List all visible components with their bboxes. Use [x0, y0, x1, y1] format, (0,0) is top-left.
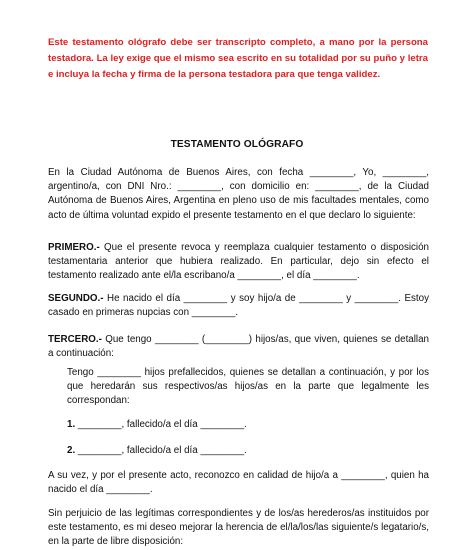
red-notice-text: Este testamento ológrafo debe ser transcripto completo, a mano por la persona testadora. La ley exige que el mismo sea escrito en su totalidad por su puño y letra e incluya la fecha y firma de la persona testadora para que tenga validez.	[48, 37, 428, 80]
clause-segundo	[48, 292, 429, 320]
deceased-child-text-1: ________, fallecido/a el día ________.	[75, 419, 247, 430]
clause-primero-text: Que el presente revoca y reemplaza cualquier testamento o disposición testamentaria anterior que hubiera realizado. En particular, dejo sin efecto el testamento realizado ante el/la escribano/a ________, el día ________.	[48, 242, 429, 282]
clause-tercero	[48, 333, 429, 361]
clause-primero	[48, 241, 429, 284]
document-title: TESTAMENTO OLÓGRAFO	[170, 139, 304, 150]
clause-tercero-label: TERCERO.-	[48, 334, 102, 345]
children-intro-paragraph: Tengo ________ hijos prefallecidos, quienes se detallan a continuación, y por los que heredarán sus respectivos/as hijos/as en la parte que legalmente les correspondan:	[67, 367, 429, 407]
clause-segundo-label: SEGUNDO.-	[48, 293, 104, 304]
clause-segundo-text: He nacido el día ________ y soy hijo/a de ________ y ________. Estoy casado en primeras nupcias con ________.	[48, 293, 429, 319]
deceased-child-item-1	[67, 418, 367, 432]
deceased-child-item-2	[67, 444, 367, 458]
legitimas-paragraph: Sin perjuicio de las legítimas correspondientes y de los/as herederos/as instituidos por este testamento, es mi deseo mejorar la herencia de el/la/los/las siguiente/s legatario/s, en la parte de libre disposición:	[48, 508, 429, 548]
clause-primero-label: PRIMERO.-	[48, 242, 100, 253]
intro-paragraph: En la Ciudad Autónoma de Buenos Aires, con fecha ________, Yo, ________, argentino/a, con DNI Nro.: ________, con domicilio en: ________, de la Ciudad Autónoma de Buenos Aires, Argentina en pleno uso de mis facultades mentales, como acto de última voluntad expido el presente testamento en el que declaro lo siguiente:	[48, 167, 429, 221]
deceased-child-number-2: 2.	[67, 445, 76, 456]
acknowledgement-paragraph: A su vez, y por el presente acto, reconozco en calidad de hijo/a a ________, quien ha nacido el día ________.	[48, 470, 429, 496]
clause-tercero-text: Que tengo ________ (________) hijos/as, que viven, quienes se detallan a continuación:	[48, 334, 429, 360]
deceased-child-text-2: ________, fallecido/a el día ________.	[75, 445, 247, 456]
deceased-child-number-1: 1.	[67, 419, 76, 430]
